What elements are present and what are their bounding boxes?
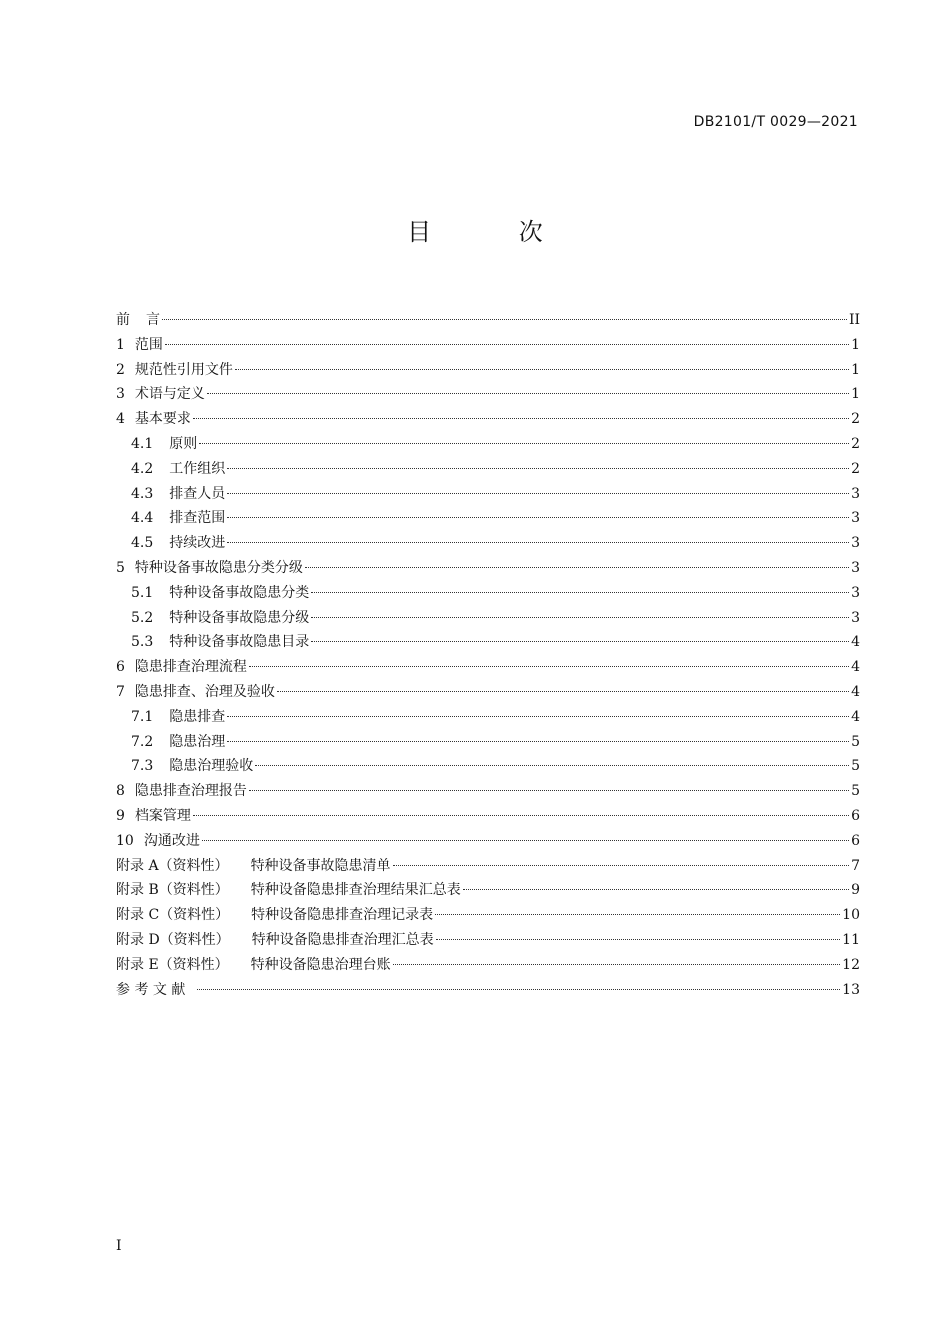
toc-entry[interactable] <box>116 333 860 358</box>
toc-dot-leader <box>393 963 841 965</box>
toc-entry-page: 4 <box>851 708 860 725</box>
toc-entry-page: 3 <box>851 535 860 552</box>
toc-entry-page: 4 <box>851 683 860 700</box>
toc-entry-title: 特种设备事故隐患分类 <box>169 584 310 601</box>
toc-dot-leader <box>235 368 849 370</box>
toc-entry-number: 9 <box>116 807 125 824</box>
toc-entry-title: 特种设备隐患排查治理记录表 <box>251 907 434 924</box>
toc-entry-title: 范围 <box>134 336 163 353</box>
toc-entry[interactable] <box>116 903 860 928</box>
toc-dot-leader <box>227 467 849 469</box>
toc-entry-number: 6 <box>116 659 125 676</box>
toc-entry-page: 6 <box>851 807 860 824</box>
toc-entry-number: 7.2 <box>131 733 154 750</box>
toc-entry-page: 9 <box>851 882 860 899</box>
toc-dot-leader <box>255 764 849 766</box>
table-of-contents <box>116 308 860 1002</box>
toc-entry[interactable] <box>116 358 860 383</box>
toc-entry[interactable] <box>116 457 860 482</box>
toc-entry[interactable] <box>116 581 860 606</box>
toc-entry-title: 原则 <box>169 435 198 452</box>
toc-entry-page: 13 <box>842 981 860 998</box>
toc-entry-number: 附录 D（资料性） <box>116 931 230 948</box>
toc-entry[interactable] <box>116 606 860 631</box>
toc-entry-page: 3 <box>851 510 860 527</box>
toc-entry-number: 2 <box>116 361 125 378</box>
page-title: 目 次 <box>407 218 583 246</box>
toc-entry-page: 4 <box>851 659 860 676</box>
toc-entry-title: 排查范围 <box>169 510 226 527</box>
toc-entry-number: 7.3 <box>131 758 154 775</box>
toc-entry-number: 4.2 <box>131 460 154 477</box>
toc-entry-page: 3 <box>851 485 860 502</box>
toc-entry[interactable] <box>116 482 860 507</box>
toc-entry-number: 4 <box>116 411 125 428</box>
toc-dot-leader <box>311 591 849 593</box>
toc-entry[interactable] <box>116 953 860 978</box>
toc-entry-title: 特种设备事故隐患分类分级 <box>134 559 303 576</box>
toc-entry-title: 隐患排查 <box>169 708 226 725</box>
toc-entry[interactable] <box>116 506 860 531</box>
toc-entry[interactable] <box>116 556 860 581</box>
toc-entry[interactable] <box>116 432 860 457</box>
toc-entry-page: 5 <box>851 783 860 800</box>
toc-entry[interactable] <box>116 804 860 829</box>
toc-dot-leader <box>305 566 849 568</box>
toc-dot-leader <box>436 938 840 940</box>
toc-entry-number: 1 <box>116 336 125 353</box>
toc-dot-leader <box>193 417 849 419</box>
toc-entry-number: 3 <box>116 386 125 403</box>
toc-dot-leader <box>193 814 849 816</box>
toc-entry[interactable] <box>116 878 860 903</box>
toc-entry-title: 隐患排查治理流程 <box>134 659 247 676</box>
toc-entry-page: 10 <box>842 907 860 924</box>
toc-entry[interactable] <box>116 531 860 556</box>
toc-entry-page: 11 <box>842 931 860 948</box>
toc-entry-page: II <box>848 312 860 328</box>
toc-entry-number: 4.5 <box>131 535 154 552</box>
toc-entry-page: 3 <box>851 584 860 601</box>
toc-entry[interactable] <box>116 630 860 655</box>
page-number: I <box>116 1238 122 1254</box>
toc-dot-leader <box>393 864 850 866</box>
toc-entry-title: 工作组织 <box>169 460 226 477</box>
toc-entry-page: 3 <box>851 609 860 626</box>
toc-entry-title: 规范性引用文件 <box>134 361 233 378</box>
toc-entry-title: 基本要求 <box>134 411 191 428</box>
toc-entry[interactable] <box>116 655 860 680</box>
toc-entry-title: 特种设备隐患排查治理汇总表 <box>251 931 434 948</box>
toc-dot-leader <box>197 988 840 990</box>
toc-entry-number: 4.3 <box>131 485 154 502</box>
toc-entry-number: 5 <box>116 559 125 576</box>
toc-dot-leader <box>207 392 849 394</box>
toc-entry-number: 8 <box>116 783 125 800</box>
toc-entry-page: 5 <box>851 733 860 750</box>
toc-dot-leader <box>227 715 849 717</box>
toc-entry-page: 5 <box>851 758 860 775</box>
toc-entry-title: 特种设备事故隐患分级 <box>169 609 310 626</box>
toc-entry[interactable] <box>116 730 860 755</box>
toc-dot-leader <box>165 343 849 345</box>
toc-entry-title: 隐患治理 <box>169 733 226 750</box>
toc-entry[interactable] <box>116 928 860 953</box>
toc-entry-page: 2 <box>851 435 860 452</box>
toc-entry-title: 隐患治理验收 <box>169 758 254 775</box>
toc-dot-leader <box>227 516 849 518</box>
toc-dot-leader <box>311 640 849 642</box>
toc-entry-title: 特种设备隐患排查治理结果汇总表 <box>250 882 461 899</box>
document-code: DB2101/T 0029—2021 <box>693 114 858 130</box>
toc-entry-title: 术语与定义 <box>134 386 205 403</box>
toc-entry-number: 附录 B（资料性） <box>116 882 229 899</box>
toc-dot-leader <box>463 888 849 890</box>
toc-entry[interactable] <box>116 754 860 779</box>
toc-dot-leader <box>227 492 849 494</box>
toc-dot-leader <box>227 740 849 742</box>
toc-entry-page: 7 <box>851 857 860 874</box>
toc-entry-title: 档案管理 <box>134 807 191 824</box>
toc-dot-leader <box>162 318 847 320</box>
toc-dot-leader <box>277 690 849 692</box>
toc-entry-title: 特种设备隐患治理台账 <box>250 956 391 973</box>
toc-entry-number: 10 <box>116 832 134 849</box>
toc-entry-title: 沟通改进 <box>143 832 200 849</box>
toc-entry-title: 隐患排查、治理及验收 <box>134 683 275 700</box>
toc-entry-page: 3 <box>851 559 860 576</box>
toc-entry-title: 言 <box>146 312 160 328</box>
toc-entry-title: 排查人员 <box>169 485 226 502</box>
toc-entry-number: 附录 E（资料性） <box>116 956 229 973</box>
toc-entry-number: 参 考 文 献 <box>116 981 186 998</box>
toc-entry[interactable] <box>116 382 860 407</box>
toc-entry-number: 5.3 <box>131 634 154 651</box>
toc-entry-title: 特种设备事故隐患清单 <box>250 857 391 874</box>
toc-entry-page: 2 <box>851 411 860 428</box>
toc-entry-number: 4.1 <box>131 435 154 452</box>
toc-entry[interactable] <box>116 854 860 879</box>
toc-dot-leader <box>249 789 849 791</box>
toc-entry-page: 2 <box>851 460 860 477</box>
toc-entry-number: 7 <box>116 683 125 700</box>
toc-dot-leader <box>227 541 849 543</box>
toc-entry-number: 前 <box>116 312 130 328</box>
toc-entry-number: 7.1 <box>131 708 154 725</box>
toc-dot-leader <box>311 616 849 618</box>
toc-entry[interactable] <box>116 829 860 854</box>
toc-entry-number: 4.4 <box>131 510 154 527</box>
toc-entry-page: 1 <box>851 336 860 353</box>
toc-entry[interactable] <box>116 978 860 1003</box>
toc-entry[interactable] <box>116 407 860 432</box>
toc-dot-leader <box>249 665 849 667</box>
toc-entry[interactable] <box>116 680 860 705</box>
toc-dot-leader <box>202 839 849 841</box>
toc-entry-page: 1 <box>851 361 860 378</box>
toc-entry-page: 12 <box>842 956 860 973</box>
toc-entry[interactable] <box>116 705 860 730</box>
toc-entry-number: 附录 A（资料性） <box>116 857 229 874</box>
toc-entry-number: 5.2 <box>131 609 154 626</box>
toc-entry-number: 5.1 <box>131 584 154 601</box>
toc-dot-leader <box>435 913 840 915</box>
toc-entry[interactable] <box>116 779 860 804</box>
toc-entry-page: 4 <box>851 634 860 651</box>
toc-entry-page: 1 <box>851 386 860 403</box>
toc-entry[interactable] <box>116 308 860 333</box>
toc-entry-page: 6 <box>851 832 860 849</box>
toc-entry-title: 特种设备事故隐患目录 <box>169 634 310 651</box>
toc-dot-leader <box>199 442 849 444</box>
toc-entry-title: 隐患排查治理报告 <box>134 783 247 800</box>
toc-entry-title: 持续改进 <box>169 535 226 552</box>
toc-entry-number: 附录 C（资料性） <box>116 907 230 924</box>
